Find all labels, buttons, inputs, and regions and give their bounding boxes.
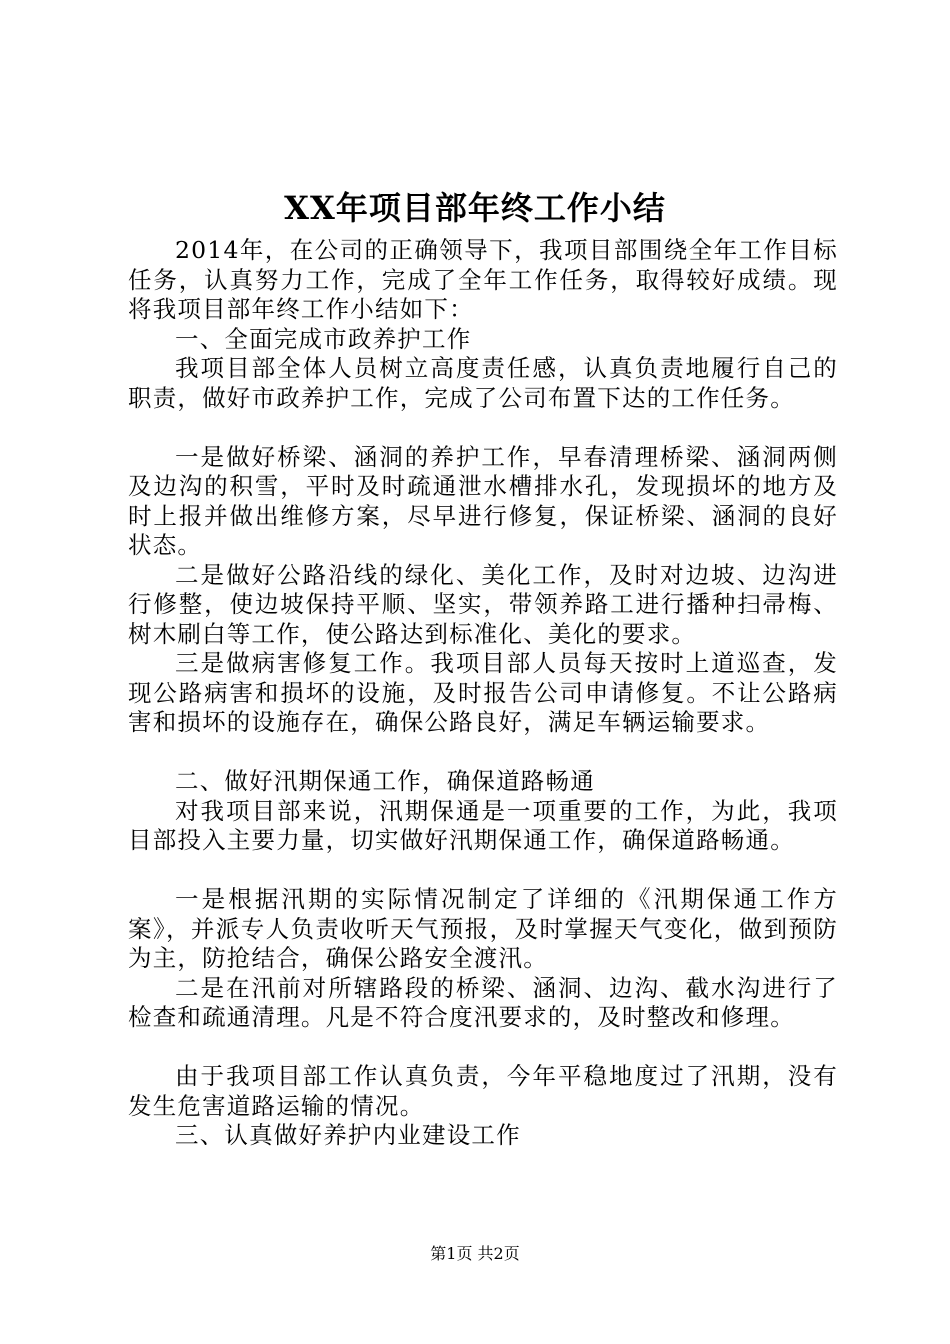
- section-heading-2: 二、做好汛期保通工作，确保道路畅通: [175, 767, 595, 795]
- section-heading-3: 三、认真做好养护内业建设工作: [175, 1121, 521, 1149]
- paragraph: 二是做好公路沿线的绿化、美化工作，及时对边坡、边沟进行修整，使边坡保持平顺、坚实，带领养路工进行播种扫帚梅、树木刷白等工作，使公路达到标准化、美化的要求。: [128, 560, 838, 648]
- paragraph: 由于我项目部工作认真负责，今年平稳地度过了汛期，没有发生危害道路运输的情况。: [128, 1062, 838, 1120]
- section-heading-1: 一、全面完成市政养护工作: [175, 324, 472, 353]
- paragraph: 一是做好桥梁、涵洞的养护工作，早春清理桥梁、涵洞两侧及边沟的积雪，平时及时疏通泄水槽排水孔，发现损坏的地方及时上报并做出维修方案，尽早进行修复，保证桥梁、涵洞的良好状态。: [128, 442, 838, 559]
- paragraph-intro: 2014年，在公司的正确领导下，我项目部围绕全年工作目标任务，认真努力工作，完成了全年工作任务，取得较好成绩。现将我项目部年终工作小结如下：: [128, 236, 838, 323]
- paragraph: 对我项目部来说，汛期保通是一项重要的工作，为此，我项目部投入主要力量，切实做好汛期保通工作，确保道路畅通。: [128, 796, 838, 854]
- paragraph: 三是做病害修复工作。我项目部人员每天按时上道巡查，发现公路病害和损坏的设施，及时报告公司申请修复。不让公路病害和损坏的设施存在，确保公路良好，满足车辆运输要求。: [128, 649, 838, 736]
- paragraph: 我项目部全体人员树立高度责任感，认真负责地履行自己的职责，做好市政养护工作，完成了公司布置下达的工作任务。: [128, 354, 838, 412]
- document-title: XX年项目部年终工作小结: [284, 189, 666, 227]
- page-footer: 第1页 共2页: [430, 1244, 520, 1263]
- paragraph: 一是根据汛期的实际情况制定了详细的《汛期保通工作方案》，并派专人负责收听天气预报，及时掌握天气变化，做到预防为主，防抢结合，确保公路安全渡汛。: [128, 885, 838, 972]
- paragraph: 二是在汛前对所辖路段的桥梁、涵洞、边沟、截水沟进行了检查和疏通清理。凡是不符合度汛要求的，及时整改和修理。: [128, 973, 838, 1031]
- document-body: [128, 236, 838, 1151]
